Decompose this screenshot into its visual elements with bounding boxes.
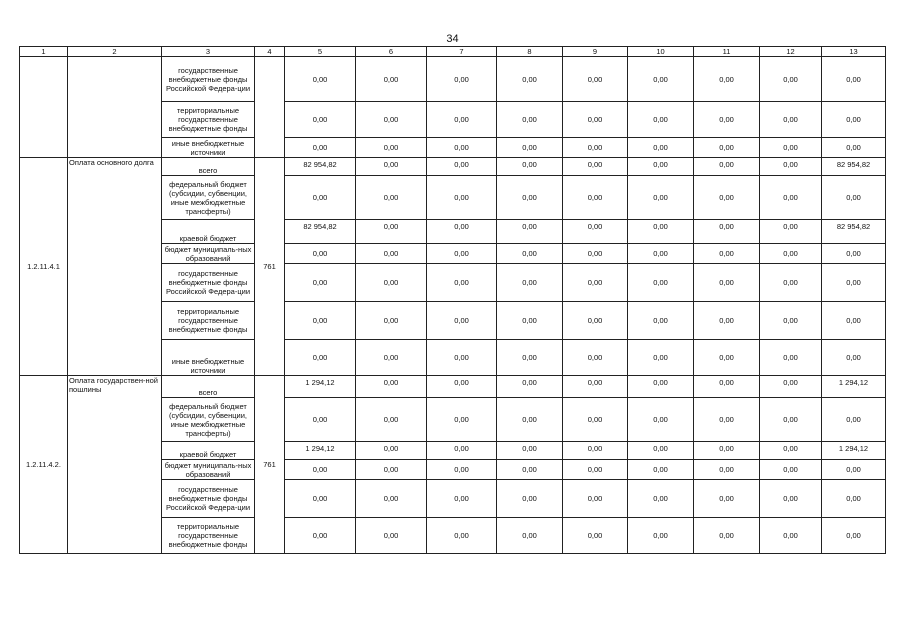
amount-cell: 0,00 [822,518,886,554]
amount-cell: 0,00 [497,158,563,176]
amount-cell: 0,00 [563,220,628,244]
amount-cell: 0,00 [427,480,497,518]
amount-cell: 0,00 [285,480,356,518]
amount-cell: 0,00 [563,176,628,220]
amount-cell: 0,00 [427,460,497,480]
amount-cell: 0,00 [356,460,427,480]
amount-cell: 0,00 [563,518,628,554]
amount-cell: 0,00 [356,138,427,158]
amount-cell: 0,00 [760,264,822,302]
amount-cell: 0,00 [285,138,356,158]
amount-cell: 0,00 [427,518,497,554]
amount-cell: 0,00 [427,220,497,244]
column-header: 5 [285,47,356,57]
amount-cell: 0,00 [694,102,760,138]
amount-cell: 0,00 [822,138,886,158]
amount-cell: 0,00 [628,376,694,398]
column-header: 7 [427,47,497,57]
amount-cell: 0,00 [356,57,427,102]
amount-cell: 0,00 [356,220,427,244]
amount-cell: 1 294,12 [285,442,356,460]
header-row [20,47,886,57]
column-header: 8 [497,47,563,57]
column-4-value [255,57,285,158]
funding-source-label: территориальные государственные внебюджетные фонды [162,302,255,340]
amount-cell: 0,00 [694,244,760,264]
amount-cell: 0,00 [497,518,563,554]
amount-cell: 0,00 [427,176,497,220]
amount-cell: 0,00 [285,302,356,340]
amount-cell: 0,00 [760,480,822,518]
amount-cell: 0,00 [694,57,760,102]
amount-cell: 0,00 [760,518,822,554]
amount-cell: 0,00 [427,398,497,442]
amount-cell: 0,00 [497,442,563,460]
amount-cell: 82 954,82 [285,220,356,244]
amount-cell: 0,00 [497,220,563,244]
amount-cell: 0,00 [694,340,760,376]
amount-cell: 0,00 [285,518,356,554]
amount-cell: 1 294,12 [285,376,356,398]
amount-cell: 0,00 [822,340,886,376]
amount-cell: 0,00 [628,264,694,302]
amount-cell: 0,00 [427,57,497,102]
amount-cell: 0,00 [760,398,822,442]
amount-cell: 0,00 [694,220,760,244]
amount-cell: 0,00 [760,460,822,480]
amount-cell: 0,00 [760,102,822,138]
amount-cell: 0,00 [285,264,356,302]
amount-cell: 0,00 [497,460,563,480]
funding-source-label: федеральный бюджет (субсидии, субвенции, иные межбюджетные трансферты) [162,176,255,220]
amount-cell: 0,00 [822,176,886,220]
funding-source-label: государственные внебюджетные фонды Российской Федера-ции [162,480,255,518]
table-row [20,57,886,102]
amount-cell: 0,00 [563,264,628,302]
amount-cell: 0,00 [628,138,694,158]
column-header: 4 [255,47,285,57]
funding-source-label: иные внебюджетные источники [162,138,255,158]
amount-cell: 1 294,12 [822,376,886,398]
amount-cell: 0,00 [822,398,886,442]
amount-cell: 0,00 [427,376,497,398]
column-header: 13 [822,47,886,57]
amount-cell: 0,00 [356,264,427,302]
funding-source-label: краевой бюджет [162,220,255,244]
item-code: 1.2.11.4.1 [20,158,68,376]
amount-cell: 0,00 [760,158,822,176]
amount-cell: 0,00 [427,340,497,376]
column-header: 2 [68,47,162,57]
amount-cell: 0,00 [563,340,628,376]
amount-cell: 0,00 [694,480,760,518]
amount-cell: 0,00 [694,158,760,176]
amount-cell: 0,00 [694,460,760,480]
amount-cell: 0,00 [628,460,694,480]
amount-cell: 0,00 [760,138,822,158]
amount-cell: 0,00 [628,302,694,340]
column-header: 11 [694,47,760,57]
amount-cell: 0,00 [497,57,563,102]
amount-cell: 0,00 [628,518,694,554]
item-code [20,57,68,158]
item-name: Оплата государствен-ной пошлины [68,376,162,554]
amount-cell: 0,00 [285,244,356,264]
funding-source-label: территориальные государственные внебюджетные фонды [162,518,255,554]
amount-cell: 0,00 [628,220,694,244]
item-name: Оплата основного долга [68,158,162,376]
page-number: 34 [446,33,459,45]
amount-cell: 0,00 [694,302,760,340]
amount-cell: 0,00 [427,158,497,176]
amount-cell: 0,00 [427,264,497,302]
amount-cell: 0,00 [760,442,822,460]
amount-cell: 0,00 [356,302,427,340]
amount-cell: 0,00 [497,176,563,220]
amount-cell: 0,00 [563,102,628,138]
amount-cell: 0,00 [563,480,628,518]
amount-cell: 0,00 [356,376,427,398]
column-4-value: 761 [255,158,285,376]
amount-cell: 0,00 [497,398,563,442]
amount-cell: 0,00 [427,102,497,138]
amount-cell: 0,00 [497,138,563,158]
amount-cell: 0,00 [563,158,628,176]
amount-cell: 0,00 [628,57,694,102]
budget-table [19,46,886,554]
amount-cell: 0,00 [497,376,563,398]
amount-cell: 0,00 [760,244,822,264]
amount-cell: 0,00 [822,480,886,518]
amount-cell: 0,00 [427,442,497,460]
amount-cell: 82 954,82 [822,158,886,176]
funding-source-label: всего [162,376,255,398]
funding-source-label: всего [162,158,255,176]
amount-cell: 0,00 [694,442,760,460]
amount-cell: 0,00 [356,398,427,442]
amount-cell: 0,00 [563,244,628,264]
funding-source-label: федеральный бюджет (субсидии, субвенции, иные межбюджетные трансферты) [162,398,255,442]
amount-cell: 0,00 [285,398,356,442]
amount-cell: 0,00 [285,176,356,220]
amount-cell: 0,00 [497,480,563,518]
amount-cell: 0,00 [563,376,628,398]
amount-cell: 1 294,12 [822,442,886,460]
funding-source-label: территориальные государственные внебюджетные фонды [162,102,255,138]
column-header: 6 [356,47,427,57]
amount-cell: 0,00 [694,138,760,158]
amount-cell: 0,00 [356,340,427,376]
amount-cell: 0,00 [760,340,822,376]
amount-cell: 0,00 [628,244,694,264]
column-4-value: 761 [255,376,285,554]
amount-cell: 0,00 [628,158,694,176]
amount-cell: 0,00 [694,176,760,220]
amount-cell: 0,00 [760,176,822,220]
amount-cell: 0,00 [285,57,356,102]
amount-cell: 82 954,82 [822,220,886,244]
amount-cell: 0,00 [356,102,427,138]
funding-source-label: бюджет муниципаль-ных образований [162,460,255,480]
amount-cell: 0,00 [427,244,497,264]
amount-cell: 0,00 [563,302,628,340]
amount-cell: 0,00 [356,244,427,264]
amount-cell: 0,00 [760,376,822,398]
amount-cell: 0,00 [497,340,563,376]
amount-cell: 0,00 [356,518,427,554]
amount-cell: 0,00 [694,518,760,554]
column-header: 9 [563,47,628,57]
funding-source-label: краевой бюджет [162,442,255,460]
amount-cell: 0,00 [628,176,694,220]
table-row [20,158,886,176]
funding-source-label: государственные внебюджетные фонды Российской Федера-ции [162,264,255,302]
amount-cell: 0,00 [760,220,822,244]
amount-cell: 0,00 [628,102,694,138]
amount-cell: 0,00 [497,264,563,302]
amount-cell: 0,00 [694,376,760,398]
column-header: 3 [162,47,255,57]
amount-cell: 0,00 [356,158,427,176]
amount-cell: 0,00 [563,398,628,442]
amount-cell: 0,00 [628,442,694,460]
amount-cell: 0,00 [822,244,886,264]
funding-source-label: бюджет муниципаль-ных образований [162,244,255,264]
amount-cell: 0,00 [822,460,886,480]
amount-cell: 0,00 [563,57,628,102]
amount-cell: 0,00 [822,302,886,340]
amount-cell: 0,00 [356,442,427,460]
amount-cell: 0,00 [760,302,822,340]
funding-source-label: иные внебюджетные источники [162,340,255,376]
amount-cell: 0,00 [497,302,563,340]
amount-cell: 0,00 [760,57,822,102]
amount-cell: 0,00 [694,398,760,442]
item-code: 1.2.11.4.2. [20,376,68,554]
amount-cell: 0,00 [285,460,356,480]
column-header: 10 [628,47,694,57]
amount-cell: 0,00 [427,302,497,340]
amount-cell: 0,00 [628,340,694,376]
amount-cell: 0,00 [628,480,694,518]
amount-cell: 0,00 [628,398,694,442]
amount-cell: 0,00 [427,138,497,158]
column-header: 1 [20,47,68,57]
amount-cell: 82 954,82 [285,158,356,176]
amount-cell: 0,00 [356,176,427,220]
amount-cell: 0,00 [822,102,886,138]
amount-cell: 0,00 [563,138,628,158]
column-header: 12 [760,47,822,57]
amount-cell: 0,00 [822,57,886,102]
table-row [20,376,886,398]
item-name [68,57,162,158]
amount-cell: 0,00 [497,102,563,138]
amount-cell: 0,00 [356,480,427,518]
amount-cell: 0,00 [497,244,563,264]
amount-cell: 0,00 [285,340,356,376]
amount-cell: 0,00 [563,442,628,460]
funding-source-label: государственные внебюджетные фонды Российской Федера-ции [162,57,255,102]
amount-cell: 0,00 [822,264,886,302]
amount-cell: 0,00 [285,102,356,138]
amount-cell: 0,00 [694,264,760,302]
amount-cell: 0,00 [563,460,628,480]
